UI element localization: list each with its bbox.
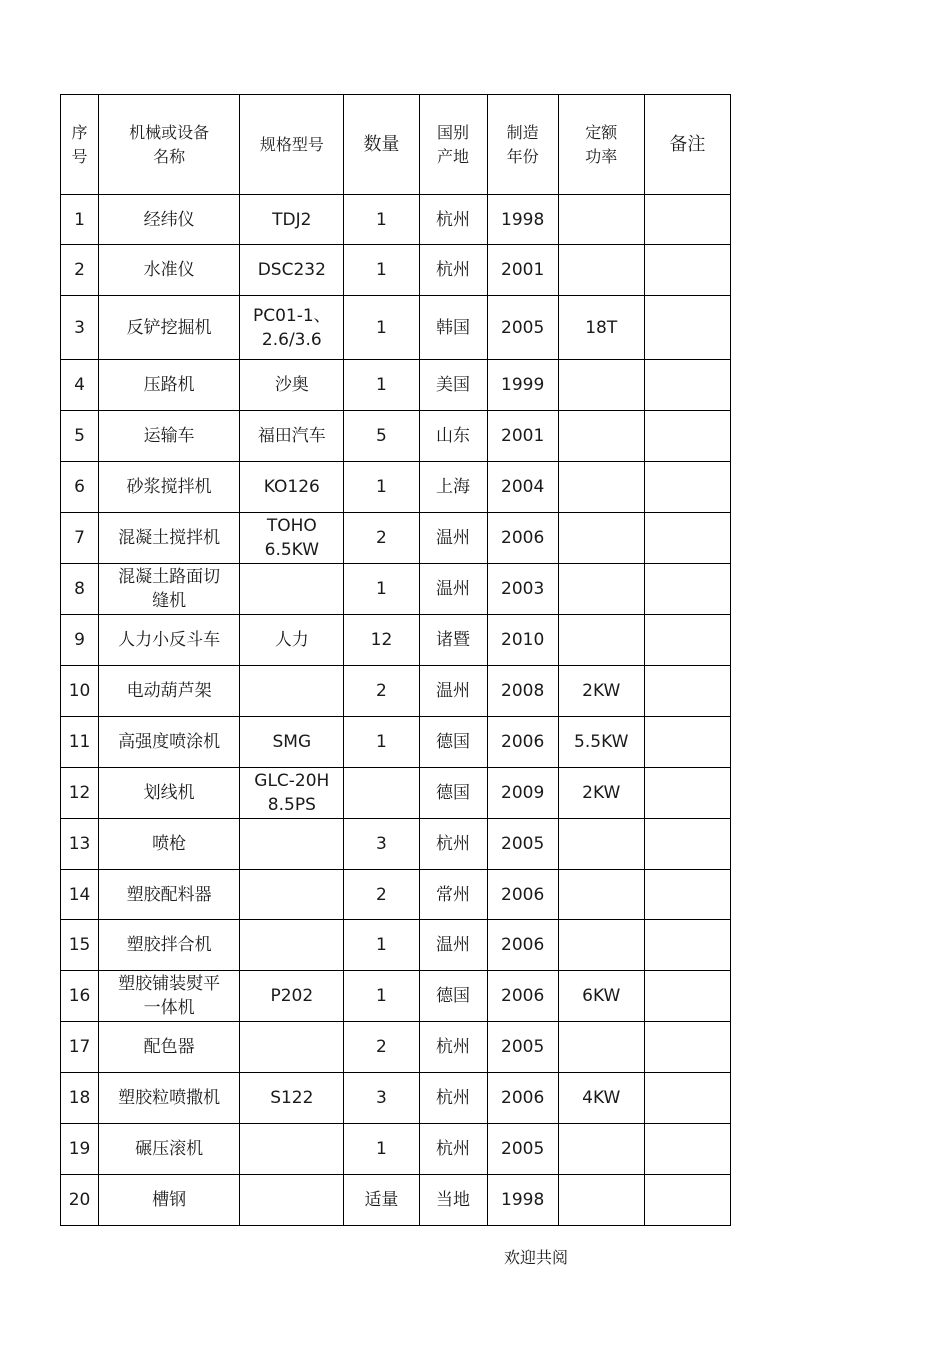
cell-model — [240, 920, 344, 971]
header-index: 序 号 — [61, 95, 99, 195]
cell-index: 1 — [61, 195, 99, 245]
cell-model — [240, 666, 344, 717]
cell-year: 2005 — [487, 819, 558, 870]
cell-model — [240, 1175, 344, 1226]
cell-quantity: 1 — [344, 920, 419, 971]
cell-model: S122 — [240, 1073, 344, 1124]
cell-year: 2006 — [487, 870, 558, 920]
cell-model: PC01-1、 2.6/3.6 — [240, 296, 344, 360]
cell-power — [558, 870, 644, 920]
cell-remarks — [644, 1073, 730, 1124]
cell-index: 13 — [61, 819, 99, 870]
cell-remarks — [644, 513, 730, 564]
cell-remarks — [644, 870, 730, 920]
table-row — [61, 1175, 731, 1226]
cell-power — [558, 245, 644, 296]
table-row — [61, 1022, 731, 1073]
cell-power: 4KW — [558, 1073, 644, 1124]
cell-year: 2005 — [487, 1022, 558, 1073]
cell-year: 1999 — [487, 360, 558, 411]
cell-name: 运输车 — [99, 411, 240, 462]
cell-year: 2008 — [487, 666, 558, 717]
cell-year: 2004 — [487, 462, 558, 513]
cell-power — [558, 1175, 644, 1226]
cell-year: 2010 — [487, 615, 558, 666]
cell-model: DSC232 — [240, 245, 344, 296]
table-row — [61, 666, 731, 717]
cell-name: 砂浆搅拌机 — [99, 462, 240, 513]
table-row — [61, 971, 731, 1022]
footer-text: 欢迎共阅 — [504, 1248, 569, 1267]
cell-remarks — [644, 564, 730, 615]
cell-origin: 德国 — [419, 971, 487, 1022]
cell-year: 2005 — [487, 1124, 558, 1175]
cell-quantity: 1 — [344, 564, 419, 615]
cell-name: 混凝土路面切 缝机 — [99, 564, 240, 615]
table-row — [61, 1073, 731, 1124]
cell-name: 人力小反斗车 — [99, 615, 240, 666]
cell-power — [558, 195, 644, 245]
cell-origin: 美国 — [419, 360, 487, 411]
cell-power — [558, 411, 644, 462]
cell-model: SMG — [240, 717, 344, 768]
cell-origin: 上海 — [419, 462, 487, 513]
cell-name: 碾压滚机 — [99, 1124, 240, 1175]
cell-remarks — [644, 360, 730, 411]
table-row — [61, 513, 731, 564]
cell-power: 2KW — [558, 666, 644, 717]
cell-quantity: 1 — [344, 360, 419, 411]
cell-origin: 杭州 — [419, 1022, 487, 1073]
cell-year: 1998 — [487, 195, 558, 245]
cell-power — [558, 920, 644, 971]
cell-index: 10 — [61, 666, 99, 717]
cell-name: 混凝土搅拌机 — [99, 513, 240, 564]
cell-remarks — [644, 717, 730, 768]
cell-index: 16 — [61, 971, 99, 1022]
cell-remarks — [644, 768, 730, 819]
table-row — [61, 411, 731, 462]
cell-index: 6 — [61, 462, 99, 513]
cell-remarks — [644, 462, 730, 513]
cell-quantity: 适量 — [344, 1175, 419, 1226]
cell-power — [558, 1022, 644, 1073]
cell-name: 水准仪 — [99, 245, 240, 296]
cell-year: 2009 — [487, 768, 558, 819]
cell-name: 高强度喷涂机 — [99, 717, 240, 768]
cell-index: 2 — [61, 245, 99, 296]
header-name: 机械或设备 名称 — [99, 95, 240, 195]
cell-year: 2006 — [487, 717, 558, 768]
cell-index: 17 — [61, 1022, 99, 1073]
cell-quantity: 5 — [344, 411, 419, 462]
cell-model: 人力 — [240, 615, 344, 666]
table-row — [61, 360, 731, 411]
cell-model: TOHO 6.5KW — [240, 513, 344, 564]
cell-name: 电动葫芦架 — [99, 666, 240, 717]
cell-power: 18T — [558, 296, 644, 360]
cell-remarks — [644, 666, 730, 717]
cell-remarks — [644, 1124, 730, 1175]
table-row — [61, 296, 731, 360]
cell-name: 塑胶拌合机 — [99, 920, 240, 971]
cell-remarks — [644, 245, 730, 296]
cell-quantity: 3 — [344, 1073, 419, 1124]
cell-quantity: 1 — [344, 1124, 419, 1175]
cell-model — [240, 819, 344, 870]
cell-power — [558, 564, 644, 615]
cell-index: 5 — [61, 411, 99, 462]
table-row — [61, 564, 731, 615]
cell-origin: 山东 — [419, 411, 487, 462]
cell-power — [558, 462, 644, 513]
table-row — [61, 768, 731, 819]
cell-power — [558, 819, 644, 870]
cell-remarks — [644, 971, 730, 1022]
cell-year: 2001 — [487, 245, 558, 296]
table-row — [61, 245, 731, 296]
cell-year: 2005 — [487, 296, 558, 360]
cell-remarks — [644, 195, 730, 245]
cell-remarks — [644, 296, 730, 360]
cell-model: 沙奥 — [240, 360, 344, 411]
table-row — [61, 195, 731, 245]
cell-power — [558, 615, 644, 666]
cell-name: 塑胶配料器 — [99, 870, 240, 920]
cell-index: 7 — [61, 513, 99, 564]
header-quantity: 数量 — [344, 95, 419, 195]
cell-model: 福田汽车 — [240, 411, 344, 462]
header-row — [61, 95, 731, 195]
cell-index: 20 — [61, 1175, 99, 1226]
cell-remarks — [644, 615, 730, 666]
cell-origin: 杭州 — [419, 1073, 487, 1124]
cell-origin: 常州 — [419, 870, 487, 920]
cell-quantity: 2 — [344, 1022, 419, 1073]
cell-index: 15 — [61, 920, 99, 971]
cell-origin: 德国 — [419, 768, 487, 819]
table-body — [61, 195, 731, 1226]
cell-quantity: 1 — [344, 195, 419, 245]
cell-quantity: 2 — [344, 513, 419, 564]
cell-year: 2003 — [487, 564, 558, 615]
cell-origin: 温州 — [419, 666, 487, 717]
cell-remarks — [644, 819, 730, 870]
cell-remarks — [644, 1022, 730, 1073]
cell-name: 经纬仪 — [99, 195, 240, 245]
cell-year: 2001 — [487, 411, 558, 462]
table-row — [61, 717, 731, 768]
cell-quantity: 1 — [344, 717, 419, 768]
header-power: 定额 功率 — [558, 95, 644, 195]
cell-index: 19 — [61, 1124, 99, 1175]
cell-model: TDJ2 — [240, 195, 344, 245]
cell-year: 2006 — [487, 513, 558, 564]
cell-quantity: 1 — [344, 245, 419, 296]
cell-index: 3 — [61, 296, 99, 360]
cell-name: 喷枪 — [99, 819, 240, 870]
cell-index: 8 — [61, 564, 99, 615]
cell-origin: 诸暨 — [419, 615, 487, 666]
cell-origin: 温州 — [419, 564, 487, 615]
cell-origin: 温州 — [419, 513, 487, 564]
cell-year: 2006 — [487, 1073, 558, 1124]
cell-model: P202 — [240, 971, 344, 1022]
cell-name: 塑胶铺装熨平 一体机 — [99, 971, 240, 1022]
cell-power — [558, 360, 644, 411]
cell-origin: 杭州 — [419, 245, 487, 296]
cell-remarks — [644, 1175, 730, 1226]
cell-model: KO126 — [240, 462, 344, 513]
cell-quantity: 2 — [344, 666, 419, 717]
cell-name: 塑胶粒喷撒机 — [99, 1073, 240, 1124]
cell-year: 1998 — [487, 1175, 558, 1226]
cell-origin: 杭州 — [419, 819, 487, 870]
header-model: 规格型号 — [240, 95, 344, 195]
cell-year: 2006 — [487, 971, 558, 1022]
table-row — [61, 870, 731, 920]
cell-name: 划线机 — [99, 768, 240, 819]
cell-index: 14 — [61, 870, 99, 920]
cell-origin: 当地 — [419, 1175, 487, 1226]
cell-origin: 杭州 — [419, 195, 487, 245]
cell-model — [240, 1124, 344, 1175]
cell-origin: 杭州 — [419, 1124, 487, 1175]
table-row — [61, 1124, 731, 1175]
cell-quantity: 12 — [344, 615, 419, 666]
cell-index: 11 — [61, 717, 99, 768]
cell-quantity: 2 — [344, 870, 419, 920]
cell-quantity: 3 — [344, 819, 419, 870]
cell-model — [240, 564, 344, 615]
table-row — [61, 819, 731, 870]
cell-power: 6KW — [558, 971, 644, 1022]
cell-origin: 德国 — [419, 717, 487, 768]
cell-model — [240, 1022, 344, 1073]
header-remarks: 备注 — [644, 95, 730, 195]
cell-quantity: 1 — [344, 462, 419, 513]
equipment-table — [60, 94, 731, 1226]
cell-index: 9 — [61, 615, 99, 666]
cell-power: 2KW — [558, 768, 644, 819]
cell-name: 压路机 — [99, 360, 240, 411]
cell-name: 反铲挖掘机 — [99, 296, 240, 360]
cell-quantity — [344, 768, 419, 819]
cell-power — [558, 513, 644, 564]
header-origin: 国别 产地 — [419, 95, 487, 195]
cell-index: 4 — [61, 360, 99, 411]
cell-origin: 温州 — [419, 920, 487, 971]
table-row — [61, 920, 731, 971]
cell-name: 槽钢 — [99, 1175, 240, 1226]
cell-quantity: 1 — [344, 971, 419, 1022]
cell-year: 2006 — [487, 920, 558, 971]
cell-power: 5.5KW — [558, 717, 644, 768]
header-year: 制造 年份 — [487, 95, 558, 195]
cell-name: 配色器 — [99, 1022, 240, 1073]
table-row — [61, 615, 731, 666]
cell-remarks — [644, 920, 730, 971]
cell-power — [558, 1124, 644, 1175]
cell-remarks — [644, 411, 730, 462]
cell-index: 18 — [61, 1073, 99, 1124]
cell-quantity: 1 — [344, 296, 419, 360]
cell-origin: 韩国 — [419, 296, 487, 360]
cell-model: GLC-20H 8.5PS — [240, 768, 344, 819]
cell-model — [240, 870, 344, 920]
table-row — [61, 462, 731, 513]
cell-index: 12 — [61, 768, 99, 819]
